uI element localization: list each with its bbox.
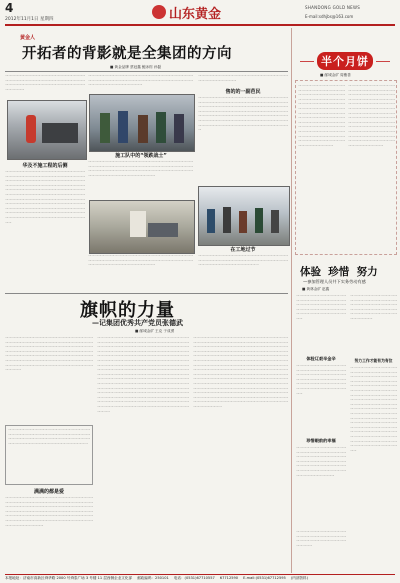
footer-phone: 电话：(0531)67710557: [173, 576, 215, 580]
page-number: 4: [5, 1, 14, 15]
masthead: [0, 0, 400, 26]
footer-print-note: (内部资料): [290, 576, 309, 580]
article3-col1d: 一一一一一一一一一一一一一一一一一一一一一一一一一一一一一一一一一一一一一一一一一一一一一一一一一一: [296, 530, 346, 548]
divider: [5, 293, 288, 294]
article3-col2: 一一一一一一一一一一一一一一一一一一一一一一一一一一一一一一一一一一一一一一一一一一一一一一一一一一一一一一一一一一一一一一一一一一一一一一一一一一一一一: [350, 294, 397, 321]
footer-postcode: 邮政编码：250101: [137, 576, 169, 580]
photo-workers-group: [89, 94, 195, 152]
photo-crew-outdoors: [198, 186, 290, 246]
sub5-heading: 满满的都是爱: [33, 489, 64, 495]
issue-date: 2012年11月1日 星期四: [5, 17, 54, 22]
footer-email: E-mail:(0531)67712595: [243, 576, 286, 580]
article2-body-col3: 一一一一一一一一一一一一一一一一一一一一一一一一一一一一一一一一一一一一一一一一一一一一一一一一一一一一一一一一一一一一一一一一一一一一一一一一一一一一一一一一一一一一一一一一一一一一一一一一一一一一一一一一一一一一一一一一一一一一一一一一一一一一一一一一一一一一一一一一一一一一一一一一一一一一一一一一一一一一一一一一一一一一一一一一一一一一一一一一一一一一一一一一一一一一一一一一一一一一一一一一一一一一一一一一一一一一一一一一一一一一一一一一一一一一一一一一一一一一一一一一一一一一一一一一一一一一一一一一一一一一一一一一一一一一一一一一一一一一一一一一一一一一一一一一一一一一一一一一一一一一一一一一一一一一一一一一一一一一一一一一一一一一一一一一一一一一一一一一一一一一一一一一一一一一一一一一一一一一一一一一一一一一一一一一一一一一一一一一一一一一一一一一一一一一一一一一一一一一一一一一一一一一一一一一一一一一一一一一一一一一一一一一一一一一一一一一一一一一一一一一一一一一: [193, 336, 288, 409]
sub2-heading: 施工队中的“领跌战士”: [115, 153, 167, 159]
article2-body-col2: 一一一一一一一一一一一一一一一一一一一一一一一一一一一一一一一一一一一一一一一一一一一一一一一一一一一一一一一一一一一一一一一一一一一一一一一一一一一一一一一一一一一一一一一一一一一一一一一一一一一一一一一一一一一一一一一一一一一一一一一一一一一一一一一一一一一一一一一一一一一一一一一一一一一一一一一一一一一一一一一一一一一一一一一一一一一一一一一一一一一一一一一一一一一一一一一一一一一一一一一一一一一一一一一一一一一一一一一一一一一一一一一一一一一一一一一一一一一一一一一一一一一一一一一一一一一一一一一一一一一一一一一一一一一一一一一一一一一一一一一一一一一一一一一一一一一一一一一一一一一一一一一一一一一一一一一一一一一一一一一一一一一一一一一一一一一一一一一一一一一一一一一一一一一一一一一一一一一一一一一一一一一一一一一一一一一一一一一一一一一一一一一一一一一一一一一一一一一一一一一一一一一一一一一一一一一一一一一一一一一一一一一一一一一一一一一一一一一一一一一一一一一一一一一一一一一一: [97, 336, 189, 414]
banner-moon-cake: [300, 52, 390, 70]
article1-body-col2c: 一一一一一一一一一一一一一一一一一一一一一一一一一一一一一一一一一一一一一一一一一一一一一一一一一一一一一一一一一一一一一一一一一一一一一一一一一一一一一一一一一一一一一: [88, 254, 193, 268]
article1-body-col2b: 一一一一一一一一一一一一一一一一一一一一一一一一一一一一一一一一一一一一一一一一一一一一一一一一一一一一一一一一一一一一一一一一一一一一一一一一一一一一一一一一一一一一一一一一一一一一一一一一一一一一一一一一一一一一一一一一一一一一一: [88, 160, 193, 178]
article3-col1c: 一一一一一一一一一一一一一一一一一一一一一一一一一一一一一一一一一一一一一一一一一一一一一一一一一一一一一一一一一一一一一一一一一一一一一一一一一一一一一一一一一一一一一一一一一一一一一一一一一一一一一一: [296, 446, 346, 478]
moon-cake-col1: 一一一一一一一一一一一一一一一一一一一一一一一一一一一一一一一一一一一一一一一一一一一一一一一一一一一一一一一一一一一一一一一一一一一一一一一一一一一一一一一一一一一一一一一一一一一一一一一一一一一一一一一一一一一一一一一一一一一一一一一一一一一一一一一一一一一一一一一一一一一一一一一一一一一一一一一一一一一一一一一一一一一一一一一一一一一一一一一一一一一一一一一一一一一一一一一一一: [298, 84, 345, 148]
article2-sidebar-box: 一一一一一一一一一一一一一一一一一一一一一一一一一一一一一一一一一一一一一一一一一一一一一一一一一一一一一一一一一一一一一一一一一一一一一一一一一一一一一一一一一一一一一一一一一一一一一一一一一一一一: [5, 425, 93, 485]
footer: [5, 576, 395, 583]
banner-ornament-right: [376, 61, 390, 62]
article3-byline: ■ 黄林金矿 赵鑫: [302, 287, 330, 291]
article3-col1: 一一一一一一一一一一一一一一一一一一一一一一一一一一一一一一一一一一一一一一一一一一一一一一一一一一一一一一一一一一一一一一一一一一一一一一一一一一一一一: [296, 294, 346, 321]
article2-body-col1b: 一一一一一一一一一一一一一一一一一一一一一一一一一一一一一一一一一一一一一一一一一一一一一一一一一一一一一一一一一一一一一一一一一一一一一一一一一一一一一一一一一一一一一一一一一一一一一一一一一一一一一一一一一一一一一一一一一一一一一一一一一一一一一一一一一一一一一一一一一一一一一一一一一一一一一一一一一一一一一一一一一一一一一一一一一一一一一一: [5, 496, 93, 528]
logo-icon: [152, 5, 166, 19]
article1-body-col3b: 一一一一一一一一一一一一一一一一一一一一一一一一一一一一一一一一一一一一一一一一一一一一一一一一一一一一一一一一一一一一一一一一一一一一一一一一一一一一一一一一一一一一一一一一一一一一一一一一一一一一一一一一一一一一一一一一一一一一一一一一一一一一一一一一一一一一一一一一一一一一一一一一一一一一一一一一一一一一一一一一一一一一一一一一一一一一一一一一一一一一一一一一一一一一一一一一一一一一一: [198, 96, 288, 133]
article1-body-col1: 一一一一一一一一一一一一一一一一一一一一一一一一一一一一一一一一一一一一一一一一一一一一一一一一一一一一一一一一一一一一一一一一一一一一一一一一一一一一一一一一一: [5, 74, 85, 92]
article1-body-col1b: 一一一一一一一一一一一一一一一一一一一一一一一一一一一一一一一一一一一一一一一一一一一一一一一一一一一一一一一一一一一一一一一一一一一一一一一一一一一一一一一一一一一一一一一一一一一一一一一一一一一一一一一一一一一一一一一一一一一一一一一一一一一一一一一一一一一一一一一一一一一一一一一一一一一一一一一一一一一一一一一一一一一一一一一一一一一一一一一一一一一一一一一一一一一一一一一一一一一一一一一一一一一一一一一一一一一一一一一一一一一一一一一一一一一一一一一一一一一一一一一一一一一一一一一一一一一一一一一一一一一一一一一一一一一一一一一一一一一一一: [5, 170, 85, 225]
footer-address: 本报地址：济南市高新区舜华路 2000 号舜泰广场 3 号楼 11 层西侧企业文化部: [5, 576, 133, 580]
article3-headline: 体验 珍惜 努力: [300, 266, 378, 278]
footer-rule: [5, 574, 395, 575]
sub4-heading: 在工地过节: [230, 247, 256, 253]
sub1-heading: 华及不施工程的后侧: [22, 163, 68, 169]
sub-a-heading: 体验辽艰辛金辛: [306, 356, 336, 361]
article1-headline: 开拓者的背影就是全集团的方向: [22, 45, 232, 62]
edition-en: SHANDONG GOLD NEWS: [305, 5, 361, 10]
article1-body-col3: 一一一一一一一一一一一一一一一一一一一一一一一一一一一一一一一一一一一一一一一一: [198, 74, 288, 83]
article3-col2b: 一一一一一一一一一一一一一一一一一一一一一一一一一一一一一一一一一一一一一一一一一一一一一一一一一一一一一一一一一一一一一一一一一一一一一一一一一一一一一一一一一一一一一一一一一一一一一一一一一一一一一一一一一一一一一一一一一一一一一一一一一一一一一一一一一一一一一一一一一一一一一一一一一一一一一一一一一一一一一一一一一一一一一一一一一一一一一一一一一一一一一一一一一一一一一一一一一一一一一一一一一一一一一一一一一一一一一一一一一一一一一一一一一一一一一一一一一一一一一一一一一一一一一一一一一一一一一一: [350, 366, 397, 453]
drill-machine: [42, 123, 78, 143]
article2-byline: ■ 邮城金矿 王克 于成勇: [135, 329, 175, 333]
article1-body-col3c: 一一一一一一一一一一一一一一一一一一一一一一一一一一一一一一一一一一一一一一一一一一一一一一一一一一一一一一一一一一一一一一一一一一一一一一一一一一一: [198, 254, 288, 268]
banner-byline: ■ 邮城金矿 周衡善: [320, 73, 351, 77]
column-divider: [291, 28, 292, 573]
divider: [5, 71, 288, 72]
article2-headline: 旗帜的力量: [80, 300, 175, 321]
moon-cake-col2: 一一一一一一一一一一一一一一一一一一一一一一一一一一一一一一一一一一一一一一一一一一一一一一一一一一一一一一一一一一一一一一一一一一一一一一一一一一一一一一一一一一一一一一一一一一一一一一一一一一一一一一一一一一一一一一一一一一一一一一一一一一一一一一一一一一一一一一一一一一一一一一一一一一一一一一一一一一一一一一一一一一一一一一一一一一一一一一一一一一一一一一一一一一一一一一一一一: [348, 84, 395, 148]
article2-subhead: —记集团优秀共产党员张德武: [92, 319, 183, 327]
article3-col1b: 一一一一一一一一一一一一一一一一一一一一一一一一一一一一一一一一一一一一一一一一一一一一一一一一一一一一一一一一一一一一一一一一一一一一一一一一一一一一一一一一一一一一一一一一一一一一: [296, 364, 346, 396]
article1-tag: 黄金人: [20, 35, 36, 41]
photo-miners-drilling: [7, 100, 87, 160]
photo-worker-desk: [89, 200, 195, 254]
article3-subhead: —参加管理人员井下实务劳动有感: [303, 279, 366, 284]
worker-figure: [26, 115, 36, 143]
header-rule: [5, 24, 395, 26]
footer-fax: 67712590: [219, 576, 239, 580]
header-email: E-mail:sdhjbs@163.com: [305, 14, 354, 19]
article2-body-col1: 一一一一一一一一一一一一一一一一一一一一一一一一一一一一一一一一一一一一一一一一一一一一一一一一一一一一一一一一一一一一一一一一一一一一一一一一一一一一一一一一一一一一一一一一一一一一一一一一一一一一一一一一一一一一一一一一一一一一一一一一一一一一一一一一一一一一一一一一一一一一一一一一一一一一一一一一一一一一一一一一一一一一一一一一一一一一一一一一一一一一一一一一一一一一一一一一一一: [5, 336, 93, 373]
article1-byline: ■ 黄金品牌 蔡冠鑫 鲍冰棕 孙磊: [110, 65, 162, 69]
sub3-heading: 售的的一副芭民: [225, 89, 261, 95]
article1-body-col2: 一一一一一一一一一一一一一一一一一一一一一一一一一一一一一一一一一一一一一一一一一一一一一一一一一一一一一一一一一一一一一一一一一一一一一一一一一一一一一一一一一: [88, 74, 193, 88]
banner-title: 半个月饼: [317, 52, 373, 70]
banner-ornament-left: [300, 61, 314, 62]
sub-c-heading: 努力工作才能有为有位: [354, 358, 393, 363]
masthead-logo: 山东黄金: [152, 3, 238, 21]
sub-b-heading: 珍惜眼前的幸福: [306, 438, 336, 443]
